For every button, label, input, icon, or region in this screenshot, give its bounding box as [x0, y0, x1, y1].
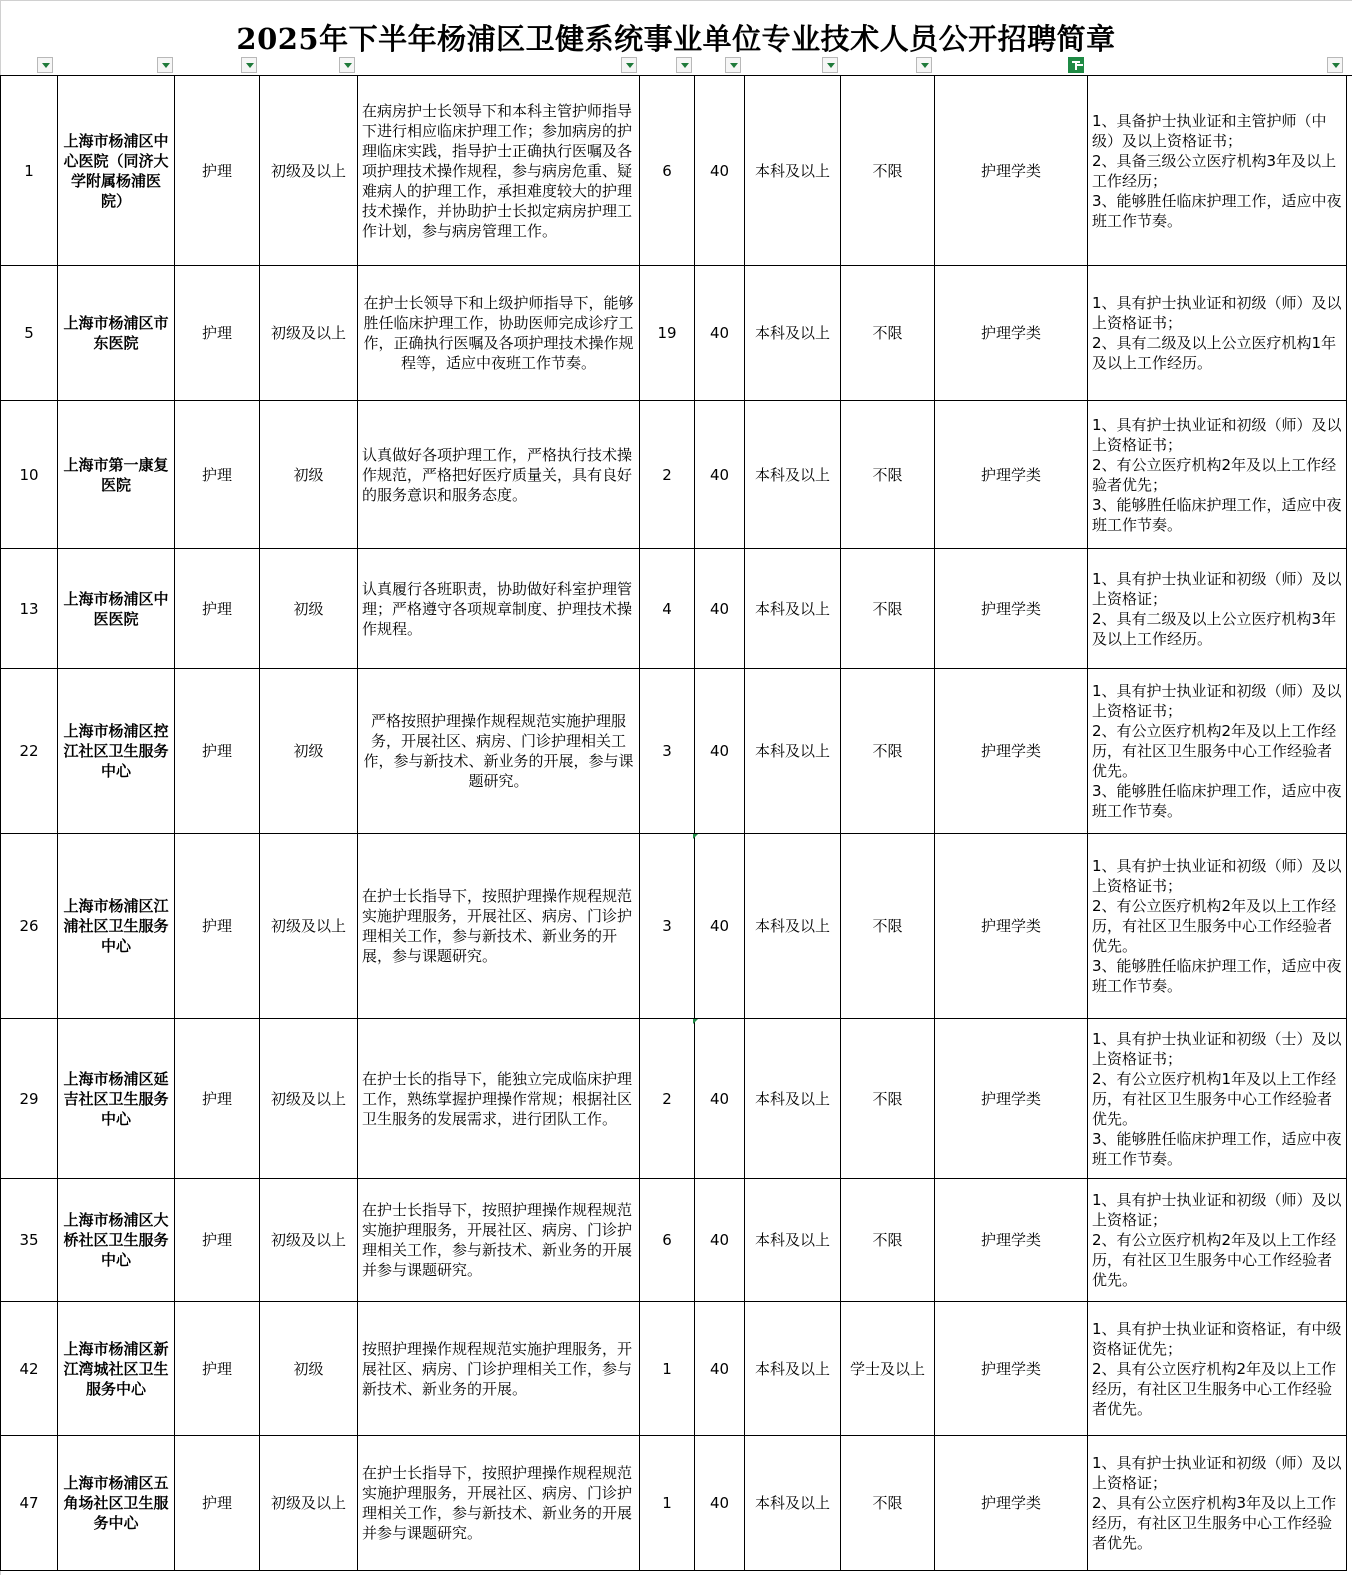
table-row [1, 1019, 1347, 1179]
cell-major[interactable]: 护理学类 [935, 1436, 1088, 1571]
cell-duty[interactable]: 认真做好各项护理工作，严格执行技术操作规范，严格把好医疗质量关，具有良好的服务意识和服务态度。 [358, 401, 640, 549]
filter-col-major-button[interactable] [1068, 57, 1084, 73]
cell-requirements[interactable]: 1、具有护士执业证和初级（师）及以上资格证书； 2、具有二级及以上公立医疗机构1年及以上工作经历。 [1088, 266, 1347, 401]
cell-count[interactable]: 19 [640, 266, 695, 401]
cell-duty[interactable]: 在护士长领导下和上级护师指导下，能够胜任临床护理工作，协助医师完成诊疗工作，正确执行医嘱及各项护理技术操作规程等，适应中夜班工作节奏。 [358, 266, 640, 401]
cell-age[interactable]: 40 [695, 76, 745, 266]
cell-duty[interactable]: 按照护理操作规程规范实施护理服务，开展社区、病房、门诊护理相关工作，参与新技术、新业务的开展。 [358, 1302, 640, 1436]
cell-level[interactable]: 初级及以上 [260, 266, 358, 401]
cell-level[interactable]: 初级 [260, 401, 358, 549]
cell-position[interactable]: 护理 [175, 1179, 260, 1302]
cell-requirements[interactable]: 1、具有护士执业证和初级（师）及以上资格证书； 2、有公立医疗机构2年及以上工作经历，有社区卫生服务中心工作经验者优先。 3、能够胜任临床护理工作，适应中夜班工作节奏。 [1088, 669, 1347, 834]
cell-duty[interactable]: 在护士长指导下，按照护理操作规程规范实施护理服务，开展社区、病房、门诊护理相关工作，参与新技术、新业务的开展，参与课题研究。 [358, 834, 640, 1019]
cell-number[interactable]: 29 [1, 1019, 58, 1179]
cell-position[interactable]: 护理 [175, 1302, 260, 1436]
cell-major[interactable]: 护理学类 [935, 669, 1088, 834]
cell-number[interactable]: 22 [1, 669, 58, 834]
filter-col-education-button[interactable] [822, 57, 838, 73]
cell-age[interactable]: 40 [695, 1302, 745, 1436]
cell-level[interactable]: 初级 [260, 549, 358, 669]
cell-position[interactable]: 护理 [175, 834, 260, 1019]
cell-count[interactable]: 3 [640, 834, 695, 1019]
cell-level[interactable]: 初级及以上 [260, 76, 358, 266]
cell-major[interactable]: 护理学类 [935, 834, 1088, 1019]
cell-duty[interactable]: 认真履行各班职责，协助做好科室护理管理；严格遵守各项规章制度、护理技术操作规程。 [358, 549, 640, 669]
cell-count[interactable]: 1 [640, 1436, 695, 1571]
cell-degree[interactable]: 不限 [841, 401, 935, 549]
cell-unit[interactable]: 上海市杨浦区中医医院 [58, 549, 175, 669]
cell-education[interactable]: 本科及以上 [745, 1019, 841, 1179]
cell-age[interactable]: 40 [695, 1436, 745, 1571]
cell-comment-marker [693, 834, 698, 839]
cell-degree[interactable]: 不限 [841, 549, 935, 669]
cell-duty[interactable]: 严格按照护理操作规程规范实施护理服务，开展社区、病房、门诊护理相关工作，参与新技术、新业务的开展，参与课题研究。 [358, 669, 640, 834]
filter-col-no-button[interactable] [37, 57, 53, 73]
cell-requirements[interactable]: 1、具有护士执业证和初级（师）及以上资格证； 2、有公立医疗机构2年及以上工作经历，有社区卫生服务中心工作经验者优先。 [1088, 1179, 1347, 1302]
cell-duty[interactable]: 在护士长指导下，按照护理操作规程规范实施护理服务，开展社区、病房、门诊护理相关工作，参与新技术、新业务的开展并参与课题研究。 [358, 1179, 640, 1302]
table-row [1, 549, 1347, 669]
cell-position[interactable]: 护理 [175, 669, 260, 834]
table-row [1, 1302, 1347, 1436]
cell-level[interactable]: 初级 [260, 669, 358, 834]
cell-count[interactable]: 4 [640, 549, 695, 669]
filter-col-level-button[interactable] [339, 57, 355, 73]
cell-count[interactable]: 2 [640, 401, 695, 549]
cell-education[interactable]: 本科及以上 [745, 1302, 841, 1436]
cell-count[interactable]: 6 [640, 76, 695, 266]
cell-major[interactable]: 护理学类 [935, 1302, 1088, 1436]
cell-count[interactable]: 3 [640, 669, 695, 834]
cell-degree[interactable]: 学士及以上 [841, 1302, 935, 1436]
cell-number[interactable]: 35 [1, 1179, 58, 1302]
filter-col-duty-button[interactable] [621, 57, 637, 73]
cell-requirements[interactable]: 1、具有护士执业证和初级（师）及以上资格证； 2、具有二级及以上公立医疗机构3年及以上工作经历。 [1088, 549, 1347, 669]
cell-number[interactable]: 47 [1, 1436, 58, 1571]
cell-position[interactable]: 护理 [175, 266, 260, 401]
cell-unit[interactable]: 上海市杨浦区中心医院（同济大学附属杨浦医院） [58, 76, 175, 266]
cell-number[interactable]: 10 [1, 401, 58, 549]
cell-education[interactable]: 本科及以上 [745, 669, 841, 834]
cell-education[interactable]: 本科及以上 [745, 266, 841, 401]
cell-degree[interactable]: 不限 [841, 669, 935, 834]
table-row [1, 834, 1347, 1019]
cell-age[interactable]: 40 [695, 549, 745, 669]
table-row [1, 401, 1347, 549]
cell-major[interactable]: 护理学类 [935, 266, 1088, 401]
cell-degree[interactable]: 不限 [841, 1179, 935, 1302]
cell-education[interactable]: 本科及以上 [745, 401, 841, 549]
cell-major[interactable]: 护理学类 [935, 1019, 1088, 1179]
cell-age[interactable]: 40 [695, 266, 745, 401]
filter-col-position-button[interactable] [241, 57, 257, 73]
cell-number[interactable]: 26 [1, 834, 58, 1019]
cell-unit[interactable]: 上海市杨浦区延吉社区卫生服务中心 [58, 1019, 175, 1179]
cell-major[interactable]: 护理学类 [935, 401, 1088, 549]
cell-age[interactable]: 40 [695, 1019, 745, 1179]
cell-unit[interactable]: 上海市杨浦区市东医院 [58, 266, 175, 401]
sheet-title: 2025年下半年杨浦区卫健系统事业单位专业技术人员公开招聘简章 [236, 22, 1116, 56]
table-row [1, 1179, 1347, 1302]
table-row [1, 266, 1347, 401]
cell-degree[interactable]: 不限 [841, 834, 935, 1019]
cell-level[interactable]: 初级及以上 [260, 1436, 358, 1571]
filter-col-degree-button[interactable] [916, 57, 932, 73]
cell-count[interactable]: 1 [640, 1302, 695, 1436]
cell-unit[interactable]: 上海市杨浦区五角场社区卫生服务中心 [58, 1436, 175, 1571]
cell-requirements[interactable]: 1、具备护士执业证和主管护师（中级）及以上资格证书； 2、具备三级公立医疗机构3年及以上工作经历； 3、能够胜任临床护理工作，适应中夜班工作节奏。 [1088, 76, 1347, 266]
cell-count[interactable]: 2 [640, 1019, 695, 1179]
cell-age[interactable]: 40 [695, 834, 745, 1019]
cell-age[interactable]: 40 [695, 669, 745, 834]
cell-age[interactable]: 40 [695, 401, 745, 549]
cell-duty[interactable]: 在病房护士长领导下和本科主管护师指导下进行相应临床护理工作；参加病房的护理临床实践，指导护士正确执行医嘱及各项护理技术操作规程，参与病房危重、疑难病人的护理工作，承担难度较大的护理技术操作，并协助护士长拟定病房护理工作计划，参与病房管理工作。 [358, 76, 640, 266]
filter-col-count-button[interactable] [676, 57, 692, 73]
cell-count[interactable]: 6 [640, 1179, 695, 1302]
cell-unit[interactable]: 上海市杨浦区控江社区卫生服务中心 [58, 669, 175, 834]
cell-position[interactable]: 护理 [175, 549, 260, 669]
filter-col-requirements-button[interactable] [1327, 57, 1343, 73]
cell-duty[interactable]: 在护士长指导下，按照护理操作规程规范实施护理服务，开展社区、病房、门诊护理相关工作，参与新技术、新业务的开展并参与课题研究。 [358, 1436, 640, 1571]
filter-col-age-button[interactable] [725, 57, 741, 73]
cell-requirements[interactable]: 1、具有护士执业证和资格证，有中级资格证优先； 2、具有公立医疗机构2年及以上工作经历，有社区卫生服务中心工作经验者优先。 [1088, 1302, 1347, 1436]
cell-major[interactable]: 护理学类 [935, 549, 1088, 669]
cell-unit[interactable]: 上海市杨浦区新江湾城社区卫生服务中心 [58, 1302, 175, 1436]
cell-unit[interactable]: 上海市杨浦区江浦社区卫生服务中心 [58, 834, 175, 1019]
cell-education[interactable]: 本科及以上 [745, 549, 841, 669]
cell-comment-marker [693, 1019, 698, 1024]
cell-degree[interactable]: 不限 [841, 1436, 935, 1571]
cell-requirements[interactable]: 1、具有护士执业证和初级（士）及以上资格证书； 2、有公立医疗机构1年及以上工作经历，有社区卫生服务中心工作经验者优先。 3、能够胜任临床护理工作，适应中夜班工作节奏。 [1088, 1019, 1347, 1179]
cell-major[interactable]: 护理学类 [935, 76, 1088, 266]
cell-degree[interactable]: 不限 [841, 76, 935, 266]
cell-education[interactable]: 本科及以上 [745, 76, 841, 266]
cell-position[interactable]: 护理 [175, 1019, 260, 1179]
cell-requirements[interactable]: 1、具有护士执业证和初级（师）及以上资格证； 2、具有公立医疗机构3年及以上工作经历，有社区卫生服务中心工作经验者优先。 [1088, 1436, 1347, 1571]
cell-education[interactable]: 本科及以上 [745, 834, 841, 1019]
cell-level[interactable]: 初级及以上 [260, 1179, 358, 1302]
cell-number[interactable]: 5 [1, 266, 58, 401]
cell-major[interactable]: 护理学类 [935, 1179, 1088, 1302]
cell-degree[interactable]: 不限 [841, 266, 935, 401]
cell-level[interactable]: 初级及以上 [260, 1019, 358, 1179]
cell-education[interactable]: 本科及以上 [745, 1436, 841, 1571]
cell-education[interactable]: 本科及以上 [745, 1179, 841, 1302]
cell-number[interactable]: 13 [1, 549, 58, 669]
cell-requirements[interactable]: 1、具有护士执业证和初级（师）及以上资格证书； 2、有公立医疗机构2年及以上工作经历，有社区卫生服务中心工作经验者优先。 3、能够胜任临床护理工作，适应中夜班工作节奏。 [1088, 834, 1347, 1019]
cell-requirements[interactable]: 1、具有护士执业证和初级（师）及以上资格证书； 2、有公立医疗机构2年及以上工作经验者优先； 3、能够胜任临床护理工作，适应中夜班工作节奏。 [1088, 401, 1347, 549]
cell-number[interactable]: 1 [1, 76, 58, 266]
cell-level[interactable]: 初级及以上 [260, 834, 358, 1019]
table-row [1, 669, 1347, 834]
table-row [1, 1436, 1347, 1571]
cell-level[interactable]: 初级 [260, 1302, 358, 1436]
cell-age[interactable]: 40 [695, 1179, 745, 1302]
cell-number[interactable]: 42 [1, 1302, 58, 1436]
cell-duty[interactable]: 在护士长的指导下，能独立完成临床护理工作，熟练掌握护理操作常规；根据社区卫生服务的发展需求，进行团队工作。 [358, 1019, 640, 1179]
recruitment-table [0, 75, 1347, 1571]
cell-position[interactable]: 护理 [175, 401, 260, 549]
cell-position[interactable]: 护理 [175, 1436, 260, 1571]
table-row [1, 76, 1347, 266]
cell-position[interactable]: 护理 [175, 76, 260, 266]
cell-unit[interactable]: 上海市杨浦区大桥社区卫生服务中心 [58, 1179, 175, 1302]
filter-col-unit-button[interactable] [157, 57, 173, 73]
cell-degree[interactable]: 不限 [841, 1019, 935, 1179]
cell-unit[interactable]: 上海市第一康复医院 [58, 401, 175, 549]
filter-active-icon [1075, 62, 1077, 70]
